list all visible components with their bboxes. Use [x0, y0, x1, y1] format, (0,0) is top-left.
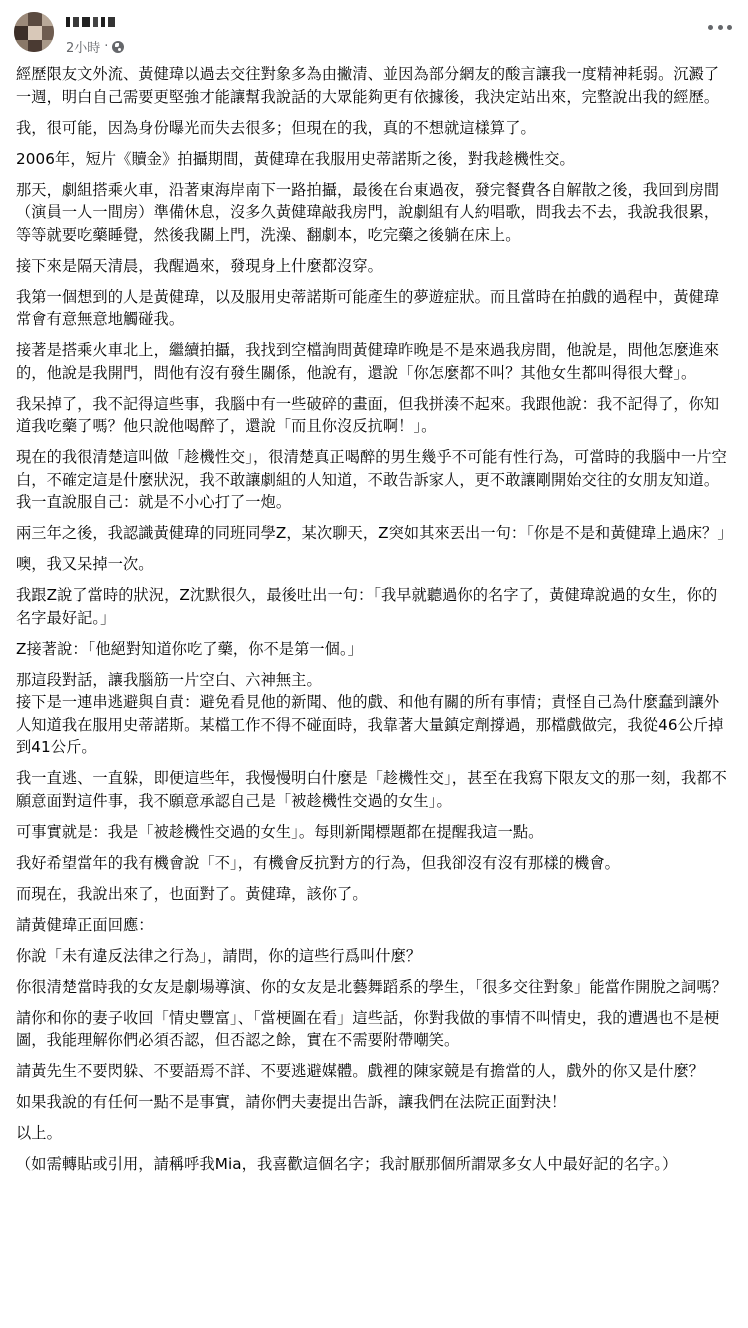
post-paragraph: 我跟Z說了當時的狀況，Z沈默很久，最後吐出一句：「我早就聽過你的名字了，黃健瑋說過的女生，你的名字最好記。」 — [16, 586, 718, 627]
globe-icon[interactable] — [112, 41, 124, 53]
post-header — [0, 0, 748, 62]
post-paragraph: Z接著說：「他絕對知道你吃了藥，你不是第一個。」 — [16, 639, 363, 658]
post-paragraph: 我第一個想到的人是黃健瑋，以及服用史蒂諾斯可能產生的夢遊症狀。而且當時在拍戲的過程中，黃健瑋常會有意無意地觸碰我。 — [16, 287, 720, 328]
post-paragraph: 我，很可能，因為身份曝光而失去很多；但現在的我，真的不想就這樣算了。 — [16, 118, 536, 137]
post-paragraph: 接下來是隔天清晨，我醒過來，發現身上什麼都沒穿。 — [16, 256, 383, 275]
post-paragraph: 2006年，短片《贖金》拍攝期間，黃健瑋在我服用史蒂諾斯之後，對我趁機性交。 — [16, 149, 575, 168]
post-paragraph: 請你和你的妻子收回「情史豐富」、「當梗圖在看」這些話，你對我做的事情不叫情史，我的遭遇也不是梗圖，我能理解你們必須否認，但否認之餘，實在不需要附帶嘲笑。 — [16, 1008, 720, 1049]
author-name-redacted[interactable] — [66, 17, 126, 27]
post-paragraph: 而現在，我說出來了，也面對了。黃健瑋，該你了。 — [16, 884, 368, 903]
avatar[interactable] — [14, 12, 54, 52]
post-paragraph: 那天，劇組搭乘火車，沿著東海岸南下一路拍攝，最後在台東過夜，發完餐費各自解散之後，我回到房間（演員一人一間房）準備休息，沒多久黃健瑋敲我房門，說劇組有人約唱歌，問我去不去，我說我很累，等等就要吃藥睡覺，然後我關上門，洗澡、翻劇本，吃完藥之後躺在床上。 — [16, 180, 720, 244]
post-paragraph: 噢，我又呆掉一次。 — [16, 555, 154, 573]
post-meta — [66, 37, 124, 56]
post-paragraph: 我好希望當年的我有機會說「不」，有機會反抗對方的行為，但我卻沒有沒有那樣的機會。 — [16, 853, 620, 872]
post-body — [16, 63, 732, 1184]
more-options-icon[interactable] — [708, 20, 732, 34]
post-paragraph: 請黃先生不要閃躲、不要語焉不詳、不要逃避媒體。戲裡的陳家競是有擔當的人，戲外的你又是什麼？ — [16, 1062, 704, 1080]
post-paragraph: 如果我說的有任何一點不是事實，請你們夫妻提出告訴，讓我們在法院正面對決！ — [16, 1093, 567, 1111]
post-timestamp[interactable]: 2小時 — [66, 41, 101, 56]
post-paragraph: 我呆掉了，我不記得這些事，我腦中有一些破碎的畫面，但我拼湊不起來。我跟他說：我不記得了，你知道我吃藥了嗎？他只說他喝醉了，還說「而且你沒反抗啊！」。 — [16, 394, 720, 435]
post-paragraph: 現在的我很清楚這叫做「趁機性交」，很清楚真正喝醉的男生幾乎不可能有性行為，可當時的我腦中一片空白，不確定這是什麼狀況，我不敢讓劇組的人知道，不敢告訴家人，更不敢讓剛開始交往的女朋友知道。我一直說服自己：就是不小心打了一炮。 — [16, 448, 727, 511]
post-paragraph: 經歷限友文外流、黃健瑋以過去交往對象多為由撇清、並因為部分網友的酸言讓我一度精神耗弱。沉澱了一週，明白自己需要更堅強才能讓幫我說話的大眾能夠更有依據後，我決定站出來，完整說出我的經歷。 — [16, 65, 720, 106]
post-paragraph: 你很清楚當時我的女友是劇場導演、你的女友是北藝舞蹈系的學生，「很多交往對象」能當作開脫之詞嗎？ — [16, 977, 727, 996]
post-paragraph: 以上。 — [16, 1124, 62, 1142]
post-paragraph: 兩三年之後，我認識黃健瑋的同班同學Z，某次聊天，Z突如其來丟出一句：「你是不是和黃健瑋上過床？」 — [16, 524, 733, 542]
post-paragraph: 那這段對話，讓我腦筋一片空白、六神無主。 接下是一連串逃避與自責：避免看見他的新聞、他的戲、和他有關的所有事情；責怪自己為什麼蠢到讓外人知道我在服用史蒂諾斯。某檔工作不得不碰面時，我靠著大量鎮定劑撐過，那檔戲做完，我從46公斤掉到41公斤。 — [16, 670, 724, 756]
post-paragraph: 接著是搭乘火車北上，繼續拍攝，我找到空檔詢問黃健瑋昨晚是不是來過我房間，他說是，問他怎麼進來的，他說是我開門，問他有沒有發生關係，他說有，還說「你怎麼都不叫？其他女生都叫得很大聲」。 — [16, 341, 720, 382]
post-paragraph: 你說「未有違反法律之行為」，請問，你的這些行爲叫什麼？ — [16, 946, 422, 965]
post-paragraph: （如需轉貼或引用，請稱呼我Mia，我喜歡這個名字；我討厭那個所謂眾多女人中最好記的名字。） — [16, 1155, 678, 1173]
post-paragraph: 請黃健瑋正面回應： — [16, 915, 154, 934]
post-paragraph: 我一直逃、一直躲，即便這些年，我慢慢明白什麼是「趁機性交」，甚至在我寫下限友文的那一刻，我都不願意面對這件事，我不願意承認自己是「被趁機性交過的女生」。 — [16, 769, 727, 810]
post-paragraph: 可事實就是：我是「被趁機性交過的女生」。每則新聞標題都在提醒我這一點。 — [16, 822, 544, 841]
meta-separator: · — [104, 39, 109, 54]
